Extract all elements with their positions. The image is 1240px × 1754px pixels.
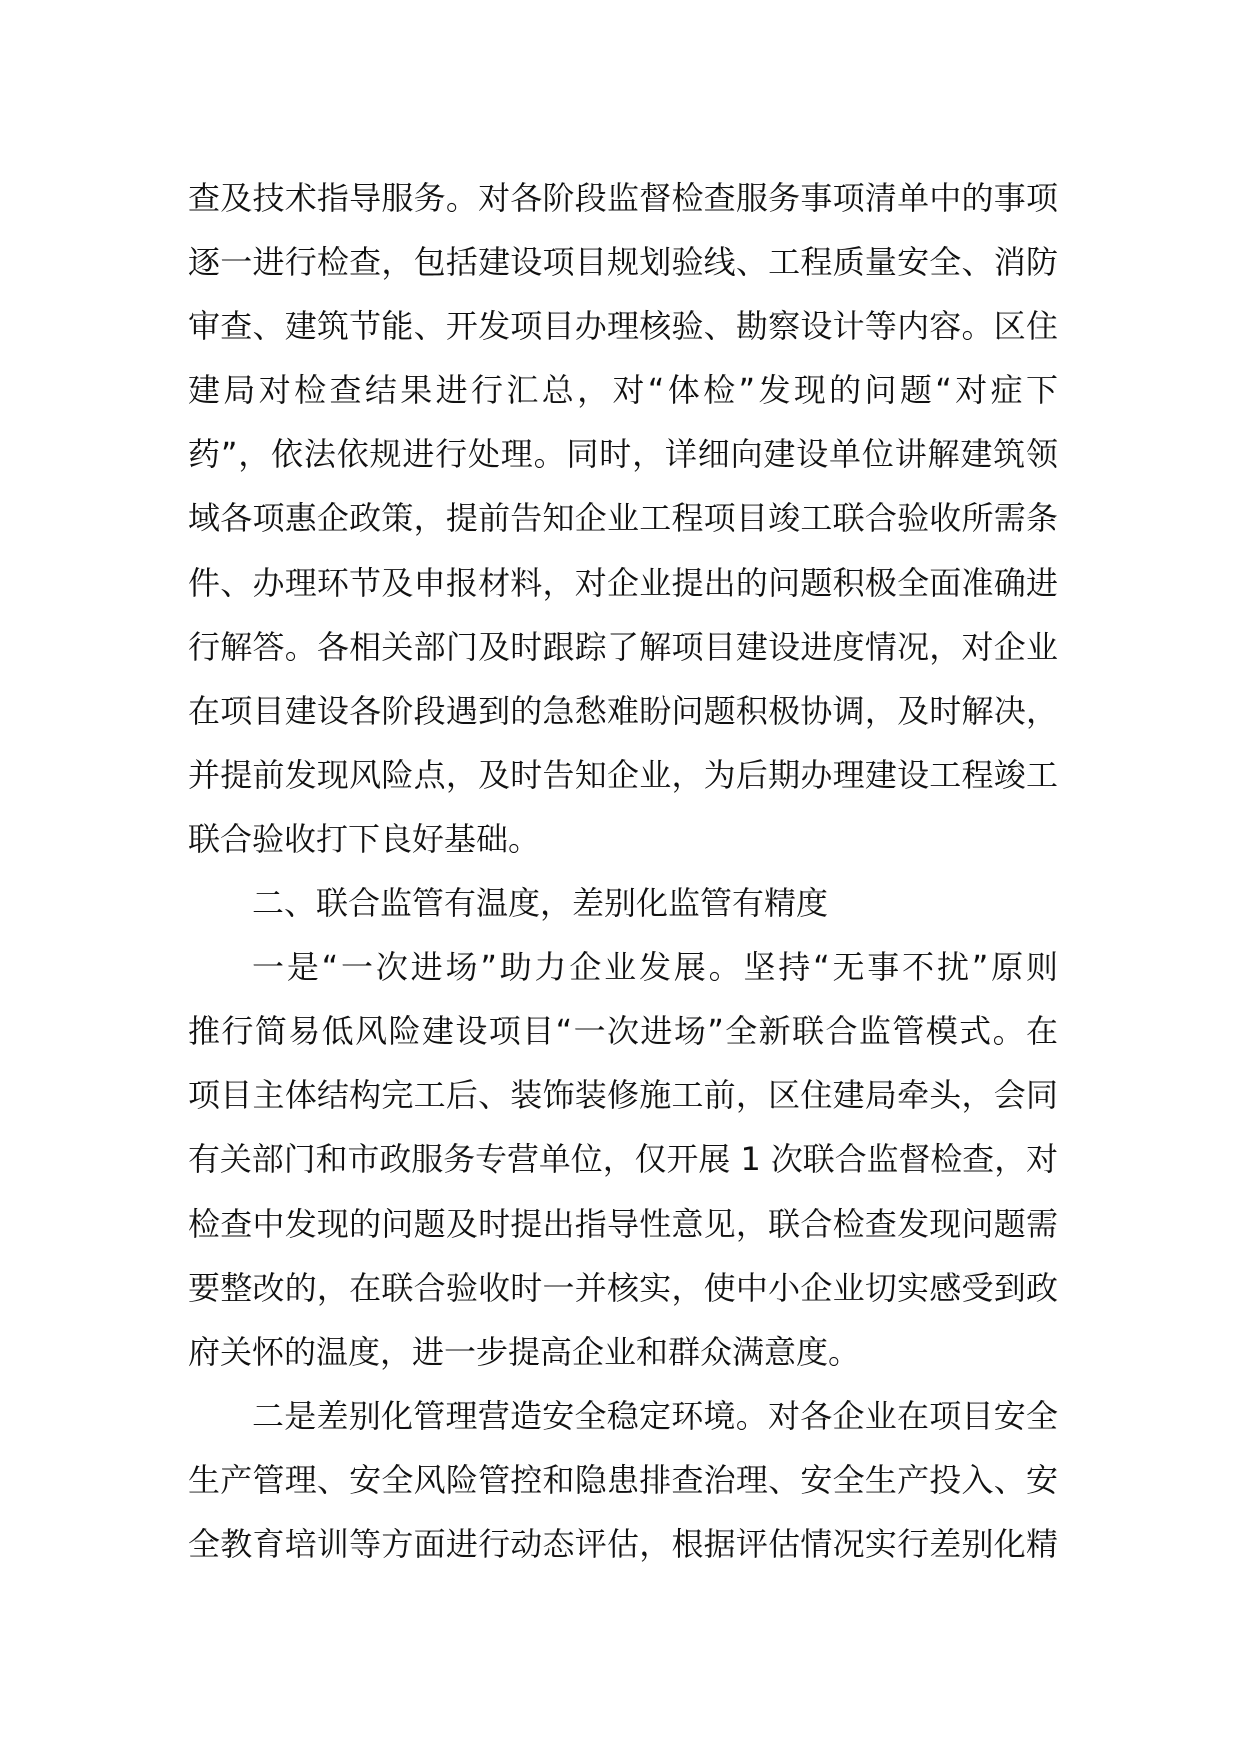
text-line: 有关部门和市政服务专营单位，仅开展 1 次联合监督检查，对: [188, 1140, 1058, 1179]
text-line: 检查中发现的问题及时提出指导性意见，联合检查发现问题需: [188, 1204, 1058, 1243]
text-line: 生产管理、安全风险管控和隐患排查治理、安全生产投入、安: [188, 1460, 1058, 1499]
text-line: 逐一进行检查，包括建设项目规划验线、工程质量安全、消防: [188, 243, 1058, 282]
text-line: 项目主体结构完工后、装饰装修施工前，区住建局牵头，会同: [188, 1076, 1058, 1115]
text-line: 查及技术指导服务。对各阶段监督检查服务事项清单中的事项: [188, 179, 1058, 217]
text-line: 府关怀的温度，进一步提高企业和群众满意度。: [188, 1332, 861, 1371]
text-line: 域各项惠企政策，提前告知企业工程项目竣工联合验收所需条: [188, 499, 1058, 538]
text-line: 要整改的，在联合验收时一并核实，使中小企业切实感受到政: [188, 1268, 1058, 1307]
text-line: 建局对检查结果进行汇总，对“体检”发现的问题“对症下: [188, 371, 1058, 410]
text-line: 行解答。各相关部门及时跟踪了解项目建设进度情况，对企业: [188, 627, 1058, 666]
text-line: 联合验收打下良好基础。: [188, 819, 541, 858]
text-line: 件、办理环节及申报材料，对企业提出的问题积极全面准确进: [188, 563, 1058, 602]
document-body: [188, 166, 1058, 1576]
text-line: 二是差别化管理营造安全稳定环境。对各企业在项目安全: [252, 1396, 1058, 1435]
text-line: 在项目建设各阶段遇到的急愁难盼问题积极协调，及时解决，: [188, 691, 1058, 730]
text-line: 全教育培训等方面进行动态评估，根据评估情况实行差别化精: [188, 1524, 1058, 1563]
text-line: 一是“一次进场”助力企业发展。坚持“无事不扰”原则: [252, 948, 1058, 987]
text-line: 审查、建筑节能、开发项目办理核验、勘察设计等内容。区住: [188, 307, 1058, 346]
section-heading: 二、联合监管有温度，差别化监管有精度: [252, 884, 829, 923]
text-line: 推行简易低风险建设项目“一次进场”全新联合监管模式。在: [188, 1012, 1058, 1051]
text-line: 并提前发现风险点，及时告知企业，为后期办理建设工程竣工: [188, 755, 1058, 794]
text-line: 药”，依法依规进行处理。同时，详细向建设单位讲解建筑领: [188, 435, 1058, 474]
